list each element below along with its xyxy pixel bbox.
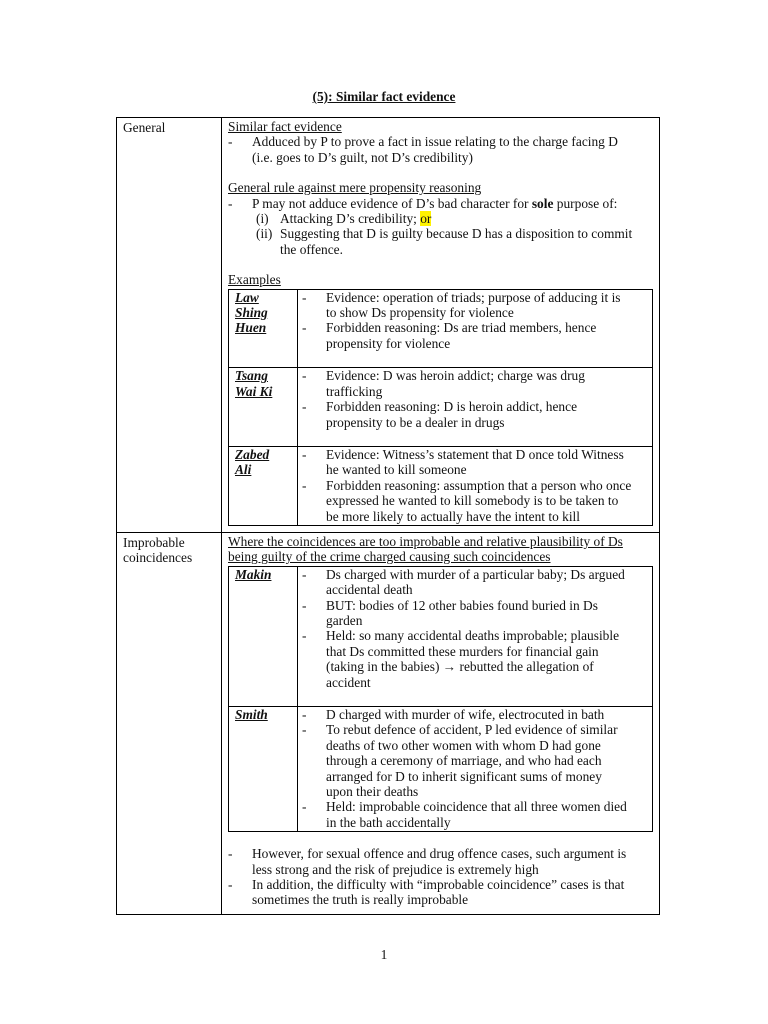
dash-marker: - [302, 399, 307, 415]
list-item-text: accident [326, 674, 371, 690]
list-item-text: accidental death [326, 582, 413, 598]
highlighted-or: or [420, 211, 432, 227]
list-item [302, 722, 648, 737]
list-item-continuation [302, 305, 648, 320]
dash-marker: - [302, 707, 307, 722]
list-item-text: Adduced by P to prove a fact in issue relating to the charge facing D [252, 134, 618, 150]
list-item [302, 290, 648, 305]
list-item-text: Evidence: D was heroin addict; charge was drug [326, 368, 585, 384]
case-row [229, 446, 653, 525]
case-name-line: Law [235, 289, 259, 305]
case-name [229, 707, 298, 832]
list-item-text: he wanted to kill someone [326, 462, 467, 478]
dash-marker: - [302, 597, 307, 613]
list-item-text: Held: improbable coincidence that all three women died [326, 799, 627, 815]
list-item-continuation [302, 582, 648, 597]
list-item-continuation [302, 815, 648, 830]
list-item-text: trafficking [326, 383, 383, 399]
dash-marker [302, 336, 326, 351]
list-item-continuation [302, 493, 648, 508]
list-item [302, 320, 648, 335]
numbered-item [228, 211, 653, 226]
case-name-line: Makin [235, 566, 272, 582]
list-item-continuation [228, 892, 653, 907]
notes-table [116, 117, 660, 915]
section-heading: Similar fact evidence [228, 119, 342, 134]
list-item-continuation [228, 150, 653, 165]
category-label: coincidences [123, 550, 193, 566]
dash-marker: - [302, 722, 307, 738]
item-number: (ii) [256, 226, 273, 242]
list-item-text: (i.e. goes to D’s guilt, not D’s credibility) [252, 149, 473, 165]
dash-marker: - [228, 877, 233, 893]
case-name [229, 368, 298, 447]
case-name-line: Tsang [235, 368, 268, 384]
item-text: Attacking D’s credibility; or [280, 211, 432, 227]
list-item-text: Forbidden reasoning: D is heroin addict, hence [326, 399, 578, 415]
dash-marker [302, 784, 326, 799]
case-details [298, 566, 653, 706]
dash-marker [228, 862, 252, 877]
case-row [229, 368, 653, 447]
list-item-text: expressed he wanted to kill somebody is to be taken to [326, 493, 619, 509]
general-row [117, 118, 660, 533]
category-label: General [123, 120, 166, 135]
section-heading: Where the coincidences are too improbable and relative plausibility of Ds [228, 533, 623, 549]
case-name [229, 566, 298, 706]
case-row [229, 707, 653, 832]
examples-table [228, 289, 653, 526]
dash-marker [302, 769, 326, 784]
emphasis-sole: sole [531, 195, 554, 211]
dash-marker [228, 892, 252, 907]
section-heading: General rule against mere propensity reasoning [228, 180, 482, 196]
dash-marker [302, 305, 326, 320]
dash-marker: - [302, 799, 307, 815]
list-item-continuation [302, 644, 648, 659]
list-item-text: BUT: bodies of 12 other babies found buried in Ds [326, 597, 598, 613]
list-item [302, 598, 648, 613]
case-details [298, 446, 653, 525]
list-item-text: be more likely to actually have the intent to kill [326, 508, 580, 524]
dash-marker: - [302, 628, 307, 644]
case-name [229, 446, 298, 525]
case-details [298, 368, 653, 447]
list-item-continuation [302, 415, 648, 430]
list-item-text: less strong and the risk of prejudice is extremely high [252, 861, 539, 877]
list-item-text: In addition, the difficulty with “improbable coincidence” cases is that [252, 877, 625, 893]
list-item [302, 628, 648, 643]
list-item-continuation [302, 769, 648, 784]
dash-marker [302, 753, 326, 768]
item-number: (i) [256, 211, 269, 227]
dash-marker [302, 815, 326, 830]
section-heading: being guilty of the crime charged causing such coincidences [228, 549, 551, 565]
dash-marker [302, 582, 326, 597]
dash-marker: - [302, 289, 307, 305]
list-item-text: To rebut defence of accident, P led evidence of similar [326, 722, 618, 738]
case-name [229, 289, 298, 368]
dash-marker [302, 659, 326, 674]
item-text: the offence. [280, 241, 343, 257]
list-item-continuation [302, 384, 648, 399]
dash-marker: - [302, 320, 307, 336]
dash-marker: - [228, 195, 233, 211]
page-title: (5): Similar fact evidence [312, 89, 456, 104]
case-row [229, 289, 653, 368]
list-item [228, 134, 653, 149]
list-item-continuation [302, 675, 648, 690]
list-item-text: deaths of two other women with whom D had gone [326, 737, 601, 753]
case-name-line: Smith [235, 707, 268, 722]
dash-marker [302, 644, 326, 659]
dash-marker [302, 509, 326, 524]
dash-marker [302, 613, 326, 628]
list-item-text: Evidence: Witness’s statement that D once told Witness [326, 446, 624, 462]
improbable-row [117, 532, 660, 914]
dash-marker: - [228, 846, 233, 862]
case-name-line: Huen [235, 320, 267, 336]
list-item [228, 846, 653, 861]
dash-marker: - [228, 134, 233, 150]
list-item-continuation [302, 738, 648, 753]
list-item [302, 368, 648, 383]
case-details [298, 289, 653, 368]
list-item-text: that Ds committed these murders for financial gain [326, 643, 599, 659]
list-item-text: (taking in the babies) → rebutted the allegation of [326, 659, 594, 675]
list-item-text: However, for sexual offence and drug offence cases, such argument is [252, 846, 627, 862]
additional-notes [228, 846, 653, 908]
list-item-text: through a ceremony of marriage, and who had each [326, 753, 602, 769]
list-item-text: D charged with murder of wife, electrocuted in bath [326, 707, 605, 722]
cases-table [228, 566, 653, 833]
dash-marker: - [302, 477, 307, 493]
examples-heading: Examples [228, 272, 281, 288]
case-name-line: Zabed [235, 446, 270, 462]
list-item [302, 707, 648, 722]
list-item-text: P may not adduce evidence of D’s bad character for sole purpose of: [252, 195, 618, 211]
case-row [229, 566, 653, 706]
list-item [302, 399, 648, 414]
list-item-text: arranged for D to inherit significant sums of money [326, 768, 602, 784]
list-item-text: Ds charged with murder of a particular baby; Ds argued [326, 566, 625, 582]
list-item-continuation [302, 753, 648, 768]
item-text: Suggesting that D is guilty because D has a disposition to commit [280, 226, 633, 242]
list-item [302, 567, 648, 582]
list-item-continuation [302, 659, 648, 674]
numbered-item [228, 226, 653, 241]
dash-marker: - [302, 368, 307, 384]
list-item-text: upon their deaths [326, 784, 419, 800]
list-item [228, 877, 653, 892]
improbable-content [222, 532, 660, 914]
case-name-line: Wai Ki [235, 383, 273, 399]
list-item-text: garden [326, 612, 363, 628]
list-item-text: to show Ds propensity for violence [326, 305, 514, 321]
list-item-text: Evidence: operation of triads; purpose of adducing it is [326, 289, 621, 305]
dash-marker [302, 462, 326, 477]
category-improbable [117, 532, 222, 914]
list-item-text: propensity to be a dealer in drugs [326, 414, 505, 430]
list-item-text: Held: so many accidental deaths improbable; plausible [326, 628, 620, 644]
list-item-text: propensity for violence [326, 335, 451, 351]
category-general [117, 118, 222, 533]
list-item-continuation [228, 862, 653, 877]
numbered-item-continuation [228, 242, 653, 257]
list-item-continuation [302, 336, 648, 351]
dash-marker [302, 738, 326, 753]
case-details [298, 707, 653, 832]
dash-marker [302, 493, 326, 508]
case-name-line: Shing [235, 305, 268, 321]
page-number: 1 [380, 947, 388, 962]
list-item-text: Forbidden reasoning: Ds are triad members, hence [326, 320, 597, 336]
dash-marker: - [302, 566, 307, 582]
dash-marker: - [302, 446, 307, 462]
general-content [222, 118, 660, 533]
list-item-text: Forbidden reasoning: assumption that a person who once [326, 477, 632, 493]
list-item [302, 799, 648, 814]
list-item-continuation [302, 613, 648, 628]
category-label: Improbable [123, 534, 185, 550]
dash-marker [302, 415, 326, 430]
list-item [228, 196, 653, 211]
list-item-continuation [302, 784, 648, 799]
list-item-continuation [302, 509, 648, 524]
case-name-line: Ali [235, 462, 252, 478]
list-item-text: sometimes the truth is really improbable [252, 892, 469, 908]
list-item-text: in the bath accidentally [326, 814, 451, 830]
list-item [302, 478, 648, 493]
list-item [302, 447, 648, 462]
dash-marker [302, 675, 326, 690]
list-item-continuation [302, 462, 648, 477]
dash-marker [302, 384, 326, 399]
